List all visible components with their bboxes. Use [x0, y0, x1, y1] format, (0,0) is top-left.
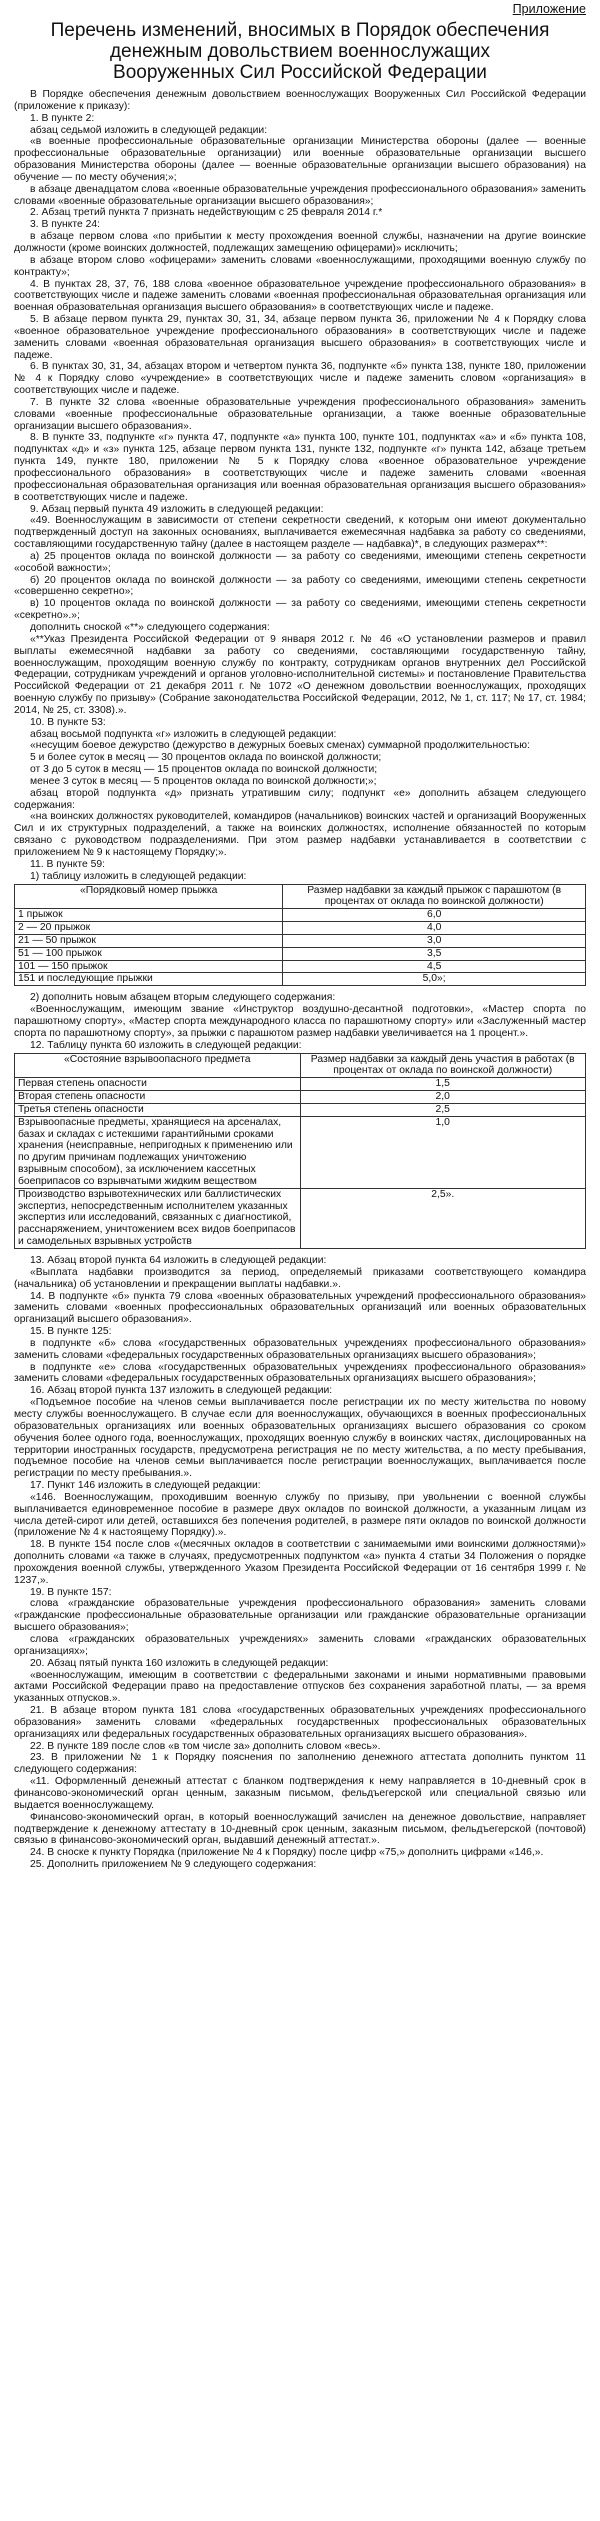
paragraph: в абзаце первом слова «по прибытии к месту прохождения военной службы, назначении на другие воинские должности (кроме воинских должностей, подлежащих замещению офицерами)» исключить;: [14, 231, 586, 254]
paragraph: 1) таблицу изложить в следующей редакции:: [30, 870, 247, 882]
paragraph: 19. В пункте 157:: [30, 1586, 112, 1598]
paragraph: 2. Абзац третий пункта 7 признать недействующим с 25 февраля 2014 г.*: [30, 207, 383, 219]
paragraph: а) 25 процентов оклада по воинской должности — за работу со сведениями, имеющими степень секретности «особой важности»;: [14, 550, 586, 574]
table-row: [15, 1078, 586, 1091]
table-cell-label: Третья степень опасности: [15, 1103, 301, 1116]
table-cell-value: 2,5: [300, 1103, 586, 1116]
paragraph: «**Указ Президента Российской Федерации от 9 января 2012 г. № 46 «О установлении размеров и правил выплаты ежемесячной надбавки за работу со сведениями, составляющими государственную тайну, военнослужащим, проходящим военную службу по контракту, сотрудникам органов внутренних дел Российской Федерации, сотрудникам учреждений и органов уголовно-исполнительной системы» и постановление Правительства Российской Федерации от 21 декабря 2011 г. № 1072 «О денежном довольствии военнослужащих, проходящих военную службу по призыву» (Собрание законодательства Российской Федерации, 2012, № 1, ст. 117; № 17, ст. 1984; 2014, № 25, ст. 3308).».: [14, 633, 586, 716]
paragraph: «Подъемное пособие на членов семьи выплачивается после регистрации их по месту жительства по новому месту службы военнослужащего. В случае если для военнослужащих, обучающихся в военных профессиональных образовательных организациях или военных образовательных организациях высшего образования со сроком обучения более одного года, военнослужащих, проходящих военную службу в воинских частях, дислоцированных на территории иностранных государств, предусмотрена регистрация не по месту жительства, а по месту пребывания, подъемное пособие на членов семьи выплачивается после регистрации военнослужащих, выплачивается после регистрации по месту пребывания.».: [14, 1397, 586, 1480]
table-header: «Состояние взрывоопасного предмета: [15, 1053, 301, 1078]
paragraph: в абзаце втором слово «офицерами» заменить словами «военнослужащими, проходящими военную службу по контракту»;: [14, 254, 586, 278]
explosive-danger-table: [14, 1053, 586, 1250]
paragraph: «11. Оформленный денежный аттестат с бланком подтверждения к нему направляется в 10-дневный срок в финансово-экономический орган ценным, заказным письмом, фельдъегерской или специальной связью или выдается военнослужащему.: [14, 1776, 586, 1811]
table-cell-value: 2,0: [300, 1091, 586, 1104]
paragraph: в подпункте «е» слова «государственных образовательных учреждениях профессионального образования» заменить словами «федеральных государственных образовательных организациях высшего образования»;: [14, 1361, 586, 1385]
table-cell-label: Взрывоопасные предметы, хранящиеся на арсеналах, базах и складах с истекшими гарантийными сроками хранения (неисправные, непригодных к применению или по другим причинам подлежащих уничтожению взрывным способом), за исключением кассетных боеприпасов со взрывчатыми жидким веществом: [15, 1116, 301, 1188]
table-cell-value: 1,0: [300, 1116, 586, 1188]
table-row: [15, 1188, 586, 1248]
paragraph: в подпункте «б» слова «государственных образовательных учреждениях профессионального образования» заменить словами «федеральных государственных образовательных организациях высшего образования»;: [14, 1337, 586, 1361]
table-cell-value: 4,0: [283, 922, 586, 935]
paragraph: 14. В подпункте «б» пункта 79 слова «военных образовательных учреждений профессионального образования» заменить словами «военных профессиональных образовательных организаций или военных образовательных организаций высшего образования».: [14, 1290, 586, 1326]
table-cell-label: Производство взрывотехнических или баллистических экспертиз, непосредственным исполнителем указанных экспертиз или исследований, связанных с диагностикой, расснаряжением, уничтожением всех видов боеприпасов и самодельных взрывных устройств: [15, 1188, 301, 1248]
paragraph: 22. В пункте 189 после слов «в том числе за» дополнить словом «весь».: [30, 1740, 381, 1752]
table-row: [15, 934, 586, 947]
paragraph: 16. Абзац второй пункта 137 изложить в следующей редакции:: [30, 1385, 333, 1397]
paragraph: Финансово-экономический орган, в который военнослужащий зачислен на денежное довольствие, направляет подтверждение к денежному аттестату в 10-дневный срок ценным, заказным письмом, фельдъегерской (почтовой) связью в финансово-экономический орган, выдавший денежный аттестат.».: [14, 1811, 586, 1847]
paragraph: 3. В пункте 24:: [30, 219, 101, 231]
paragraph: дополнить сноской «**» следующего содержания:: [30, 621, 270, 633]
paragraph: абзац второй подпункта «д» признать утратившим силу; подпункт «е» дополнить абзацем следующего содержания:: [14, 787, 586, 811]
document-title: Перечень изменений, вносимых в Порядок обеспечения денежным довольствием военнослужащих Вооруженных Сил Российской Федерации: [50, 20, 550, 83]
paragraph: 8. В пункте 33, подпункте «г» пункта 47, подпункте «а» пункта 100, пункте 101, подпунктах «а» и «б» пункта 108, подпунктах «д» и «з» пункта 125, абзаце первом пункта 131, пункте 132, подпункте «г» пункта 142, абзаце третьем пункта 149, пункте 180, приложении № 5 к Порядку слова «военное образовательное учреждение профессионального образования» в соответствующих числе и падеже заменить словами «военная профессиональная образовательная организация или военная образовательная организация высшего образования» в соответствующих числе и падеже.: [14, 432, 586, 503]
table-cell-label: 21 — 50 прыжок: [15, 934, 283, 947]
table-cell-value: 3,0: [283, 934, 586, 947]
table-row: [15, 960, 586, 973]
table-cell-value: 6,0: [283, 909, 586, 922]
table-cell-label: 101 — 150 прыжок: [15, 960, 283, 973]
paragraph: «Выплата надбавки производится за период, определяемый приказами соответствующего командира (начальника) об установлении и прекращении выплаты надбавки.».: [14, 1266, 586, 1290]
table-cell-label: Вторая степень опасности: [15, 1091, 301, 1104]
document-body-part-1: [14, 89, 586, 883]
paragraph: б) 20 процентов оклада по воинской должности — за работу со сведениями, имеющими степень секретности «совершенно секретно»;: [14, 574, 586, 598]
paragraph: «несущим боевое дежурство (дежурство в дежурных боевых сменах) суммарной продолжительностью:: [30, 740, 530, 752]
paragraph: в абзаце двенадцатом слова «военные образовательные учреждения профессионального образования» заменить словами «военные образовательные организации высшего образования»;: [14, 183, 586, 207]
paragraph: 5 и более суток в месяц — 30 процентов оклада по воинской должности;: [30, 752, 382, 764]
paragraph: 21. В абзаце втором пункта 181 слова «государственных образовательных учреждениях профессионального образования» заменить словами «федеральных государственных профессиональных образовательных организациях или федеральных государственных образовательных организациях высшего образования».: [14, 1705, 586, 1740]
paragraph: от 3 до 5 суток в месяц — 15 процентов оклада по воинской должности;: [30, 764, 378, 776]
table-row: [15, 1103, 586, 1116]
table-cell-value: 4,5: [283, 960, 586, 973]
paragraph: 12. Таблицу пункта 60 изложить в следующей редакции:: [30, 1039, 302, 1051]
paragraph: 2) дополнить новым абзацем вторым следующего содержания:: [30, 992, 336, 1004]
paragraph: 4. В пунктах 28, 37, 76, 188 слова «военное образовательное учреждение профессионального образования» в соответствующих числе и падеже заменить словами «военная профессиональная образовательная организация или военная образовательная организация высшего образования» в соответствующих числе и падеже.: [14, 278, 586, 314]
table-header: «Порядковый номер прыжка: [15, 884, 283, 909]
paragraph: слова «гражданские образовательные учреждения профессионального образования» заменить словами «гражданские профессиональные образовательные организации или гражданские образовательные организации высшего образования»;: [14, 1598, 586, 1634]
table-header: Размер надбавки за каждый прыжок с парашютом (в процентах от оклада по воинской должности): [283, 884, 586, 909]
document-body-part-2: [14, 992, 586, 1051]
paragraph: «военнослужащим, имеющим в соответствии с федеральными законами и иными нормативными правовыми актами Российской Федерации право на предоставление отпусков без сохранения заработной платы, — за время указанных отпусков.».: [14, 1669, 586, 1705]
table-cell-value: 1,5: [300, 1078, 586, 1091]
paragraph: абзац восьмой подпункта «г» изложить в следующей редакции:: [30, 728, 337, 740]
table-header: Размер надбавки за каждый день участия в работах (в процентах от оклада по воинской должности): [300, 1053, 586, 1078]
table-row: [15, 973, 586, 986]
parachute-jump-table: [14, 884, 586, 987]
paragraph: 23. В приложении № 1 к Порядку пояснения по заполнению денежного аттестата дополнить пунктом 11 следующего содержания:: [14, 1752, 586, 1776]
table-row: [15, 922, 586, 935]
paragraph: 1. В пункте 2:: [30, 112, 95, 124]
paragraph: 17. Пункт 146 изложить в следующей редакции:: [30, 1480, 261, 1492]
paragraph: «49. Военнослужащим в зависимости от степени секретности сведений, к которым они имеют документально подтвержденный доступ на законных основаниях, выплачивается ежемесячная надбавка за работу со сведениями, составляющими государственную тайну (далее в настоящем разделе — надбавка)*, в следующих размерах**:: [14, 515, 586, 551]
paragraph: 5. В абзаце первом пункта 29, пунктах 30, 31, 34, абзаце первом пункта 36, приложении № 4 к Порядку слова «военное образовательное учреждение профессионального образования» в соответствующих числе и падеже заменить словами «военная образовательная организация высшего образования» в соответствующих числе и падеже.: [14, 314, 586, 361]
paragraph: 11. В пункте 59:: [30, 858, 106, 870]
paragraph: 24. В сноске к пункту Порядка (приложение № 4 к Порядку) после цифр «75,» дополнить цифрами «146,».: [30, 1847, 544, 1859]
paragraph: «146. Военнослужащим, проходившим военную службу по призыву, при увольнении с военной службы выплачивается единовременное пособие в размере двух окладов по воинской должности, а указанным лицам из числа детей-сирот или детей, оставшихся без попечения родителей, в размере пяти окладов по воинской должности (приложение № 4 к настоящему Порядку).».: [14, 1491, 586, 1539]
paragraph: 25. Дополнить приложением № 9 следующего содержания:: [30, 1859, 317, 1871]
table-cell-label: 51 — 100 прыжок: [15, 947, 283, 960]
paragraph: «в военные профессиональные образовательные организации Министерства обороны (далее — военные профессиональные образовательные организации) или военные образовательные организации высшего образования Министерства обороны (далее — военные образовательные организации высшего образования) на обучение — по месту обучения;»;: [14, 136, 586, 183]
paragraph: 10. В пункте 53:: [30, 716, 106, 728]
paragraph: 6. В пунктах 30, 31, 34, абзацах втором и четвертом пункта 36, подпункте «б» пункта 138, пункте 180, приложении № 4 к Порядку слово «учреждение» в соответствующих числе и падеже заменить словом «организация» в соответствующих числе и падеже.: [14, 361, 586, 397]
paragraph: менее 3 суток в месяц — 5 процентов оклада по воинской должности;»;: [30, 775, 377, 787]
document-body-part-3: [14, 1255, 586, 1871]
paragraph: абзац седьмой изложить в следующей редакции:: [30, 124, 268, 136]
table-row: [15, 909, 586, 922]
table-row: [15, 1091, 586, 1104]
table-row: [15, 1116, 586, 1188]
table-cell-value: 2,5».: [300, 1188, 586, 1248]
table-cell-label: 151 и последующие прыжки: [15, 973, 283, 986]
paragraph: 13. Абзац второй пункта 64 изложить в следующей редакции:: [30, 1255, 327, 1266]
paragraph: 20. Абзац пятый пункта 160 изложить в следующей редакции:: [30, 1657, 329, 1669]
paragraph: 18. В пункте 154 после слов «(месячных окладов в соответствии с занимаемыми ими воинскими должностями)» дополнить словами «а также в случаях, предусмотренных подпунктом «а» пункта 4 статьи 34 Положения о порядке прохождения военной службы, утвержденного Указом Президента Российской Федерации от 16 сентября 1999 г. № 1237,».: [14, 1539, 586, 1586]
paragraph: в) 10 процентов оклада по воинской должности — за работу со сведениями, имеющими степень секретности «секретно».»;: [14, 598, 586, 622]
table-row: [15, 947, 586, 960]
paragraph: «на воинских должностях руководителей, командиров (начальников) воинских частей и организаций Вооруженных Сил и их структурных подразделений, а также на воинских должностях, исполнение обязанностей по которым связано с руководством подразделениями. При этом размер надбавки устанавливается в соответствии с приложением № 9 к настоящему Порядку;».: [14, 811, 586, 858]
paragraph: В Порядке обеспечения денежным довольствием военнослужащих Вооруженных Сил Российской Федерации (приложение к приказу):: [14, 89, 586, 112]
table-cell-value: 3,5: [283, 947, 586, 960]
paragraph: слова «гражданских образовательных учреждениях» заменить словами «гражданских образовательных организациях»;: [14, 1634, 586, 1657]
table-cell-label: 1 прыжок: [15, 909, 283, 922]
table-cell-label: Первая степень опасности: [15, 1078, 301, 1091]
paragraph: 7. В пункте 32 слова «военные образовательные учреждения профессионального образования» заменить словами «военные профессиональные образовательные организации, а также военные образовательные организации высшего образования».: [14, 396, 586, 432]
table-cell-value: 5,0»;: [283, 973, 586, 986]
appendix-label: Приложение: [512, 2, 586, 16]
table-cell-label: 2 — 20 прыжок: [15, 922, 283, 935]
paragraph: 15. В пункте 125:: [30, 1326, 112, 1338]
paragraph: 9. Абзац первый пункта 49 изложить в следующей редакции:: [30, 503, 324, 515]
paragraph: «Военнослужащим, имеющим звание «Инструктор воздушно-десантной подготовки», «Мастер спорта по парашютному спорту», «Мастер спорта международного класса по парашютному спорту» или «Заслуженный мастер спорта по парашютному спорту», за прыжки с парашютом размер надбавки увеличивается на 1 процент.».: [14, 1004, 586, 1039]
